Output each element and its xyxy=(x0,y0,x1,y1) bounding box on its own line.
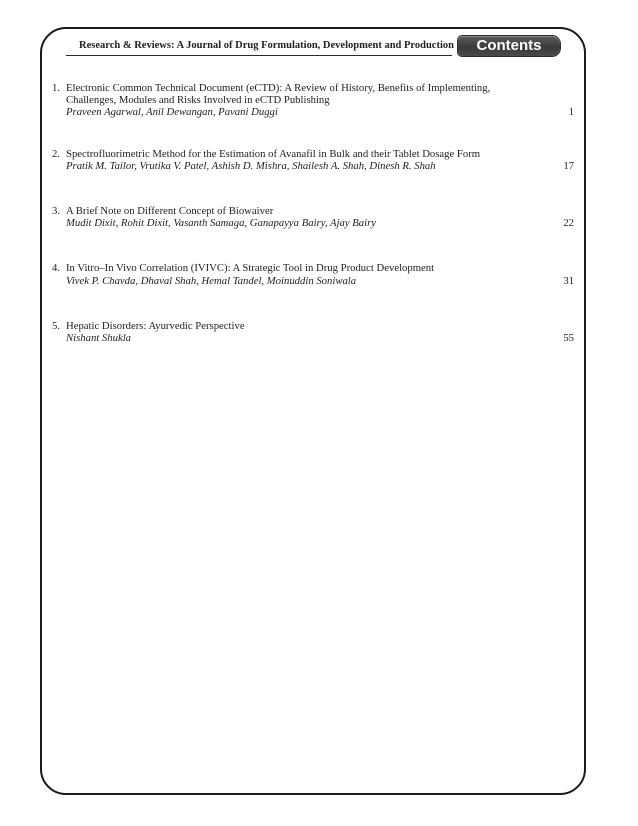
entry-page-number: 55 xyxy=(563,332,574,345)
journal-title: Research & Reviews: A Journal of Drug Formulation, Development and Production xyxy=(79,40,454,51)
entry-number: 1. xyxy=(52,82,61,94)
contents-entry[interactable] xyxy=(52,205,574,229)
entry-page-number: 22 xyxy=(563,217,574,230)
entry-authors: Nishant Shukla xyxy=(66,332,132,345)
entry-title: Hepatic Disorders: Ayurvedic Perspective xyxy=(66,319,245,332)
contents-entry[interactable] xyxy=(52,262,574,286)
entry-title: In Vitro–In Vivo Correlation (IVIVC): A Strategic Tool in Drug Product Development xyxy=(66,262,435,275)
contents-entry[interactable] xyxy=(52,148,574,172)
entry-authors: Pratik M. Tailor, Vrutika V. Patel, Ashish D. Mishra, Shailesh A. Shah, Dinesh R. Shah xyxy=(66,159,436,172)
entry-number: 2. xyxy=(52,147,61,160)
entry-authors: Mudit Dixit, Rohit Dixit, Vasanth Samaga, Ganapayya Bairy, Ajay Bairy xyxy=(66,217,376,230)
entry-number: 5. xyxy=(52,319,61,332)
contents-tab: Contents xyxy=(458,36,560,56)
contents-entry[interactable] xyxy=(52,82,574,119)
entry-title: Spectrofluorimetric Method for the Estimation of Avanafil in Bulk and their Tablet Dosage Form xyxy=(66,147,481,160)
entry-authors: Praveen Agarwal, Anil Dewangan, Pavani Duggi xyxy=(66,106,278,119)
contents-list xyxy=(52,82,574,344)
entry-page-number: 1 xyxy=(568,106,574,119)
entry-title: Challenges, Modules and Risks Involved in eCTD Publishing xyxy=(66,94,330,107)
entry-page-number: 31 xyxy=(563,274,574,287)
entry-authors: Vivek P. Chavda, Dhaval Shah, Hemal Tandel, Moinuddin Soniwala xyxy=(66,274,357,287)
entry-number: 3. xyxy=(52,205,61,218)
contents-entry[interactable] xyxy=(52,320,574,344)
entry-number: 4. xyxy=(52,262,61,275)
entry-title: Electronic Common Technical Document (eCTD): A Review of History, Benefits of Implementing, xyxy=(66,82,491,94)
entry-page-number: 17 xyxy=(563,159,574,172)
entry-title: A Brief Note on Different Concept of Biowaiver xyxy=(66,205,274,218)
header-rule xyxy=(66,55,452,56)
